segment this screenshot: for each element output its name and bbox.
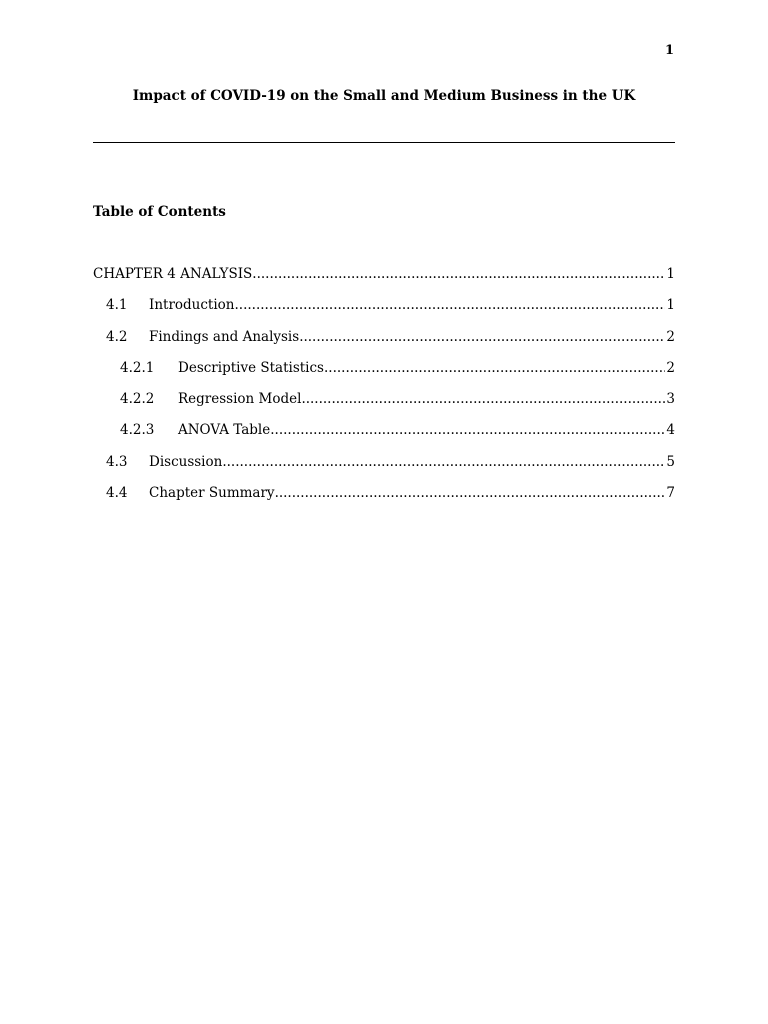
toc-entry-label: CHAPTER 4 ANALYSIS <box>93 266 253 282</box>
toc-entry-number: 4.3 <box>106 453 128 470</box>
toc-entry-number: 4.1 <box>106 297 128 314</box>
toc-entry-4-3[interactable] <box>93 454 675 485</box>
dot-leader <box>222 454 665 470</box>
toc-entry-number: 4.2 <box>106 328 128 345</box>
toc-entry-4-4[interactable] <box>93 485 675 516</box>
toc-entry-page: 1 <box>666 297 675 314</box>
toc-entry-4-1[interactable] <box>93 297 675 328</box>
toc-entry-page: 3 <box>666 391 675 408</box>
toc-entry-4-2-2[interactable] <box>93 391 675 422</box>
toc-entry-label: Descriptive Statistics <box>178 359 324 376</box>
toc-entry-label: Regression Model <box>178 391 302 408</box>
toc-entry-number: 4.2.1 <box>120 359 155 376</box>
toc-heading: Table of Contents <box>93 204 226 220</box>
toc-entry-page: 4 <box>666 422 675 439</box>
toc-entry-4-2-3[interactable] <box>93 422 675 453</box>
dot-leader <box>299 329 665 345</box>
table-of-contents <box>93 266 675 516</box>
toc-entry-4-2[interactable] <box>93 329 675 360</box>
toc-entry-label: Introduction <box>149 297 235 314</box>
toc-entry-page: 7 <box>666 485 675 502</box>
toc-entry-number: 4.2.2 <box>120 391 155 408</box>
toc-entry-label: Discussion <box>149 453 223 470</box>
page-number: 1 <box>664 43 674 58</box>
toc-entry-label: Findings and Analysis <box>149 328 300 345</box>
toc-entry-page: 2 <box>666 328 675 345</box>
dot-leader <box>275 485 666 501</box>
title-divider <box>93 142 675 143</box>
toc-entry-page: 1 <box>666 266 675 282</box>
dot-leader <box>301 391 665 407</box>
toc-entry-page: 5 <box>666 453 675 470</box>
toc-entry-label: Chapter Summary <box>149 485 275 502</box>
document-title: Impact of COVID-19 on the Small and Medium Business in the UK <box>132 88 636 104</box>
dot-leader <box>235 297 666 313</box>
toc-entry-chapter-4[interactable] <box>93 266 675 297</box>
dot-leader <box>252 266 665 282</box>
toc-entry-number: 4.4 <box>106 485 128 502</box>
toc-entry-4-2-1[interactable] <box>93 360 675 391</box>
toc-entry-label: ANOVA Table <box>178 422 271 439</box>
toc-entry-number: 4.2.3 <box>120 422 155 439</box>
dot-leader <box>270 422 665 438</box>
toc-entry-page: 2 <box>666 359 675 376</box>
dot-leader <box>324 360 665 376</box>
